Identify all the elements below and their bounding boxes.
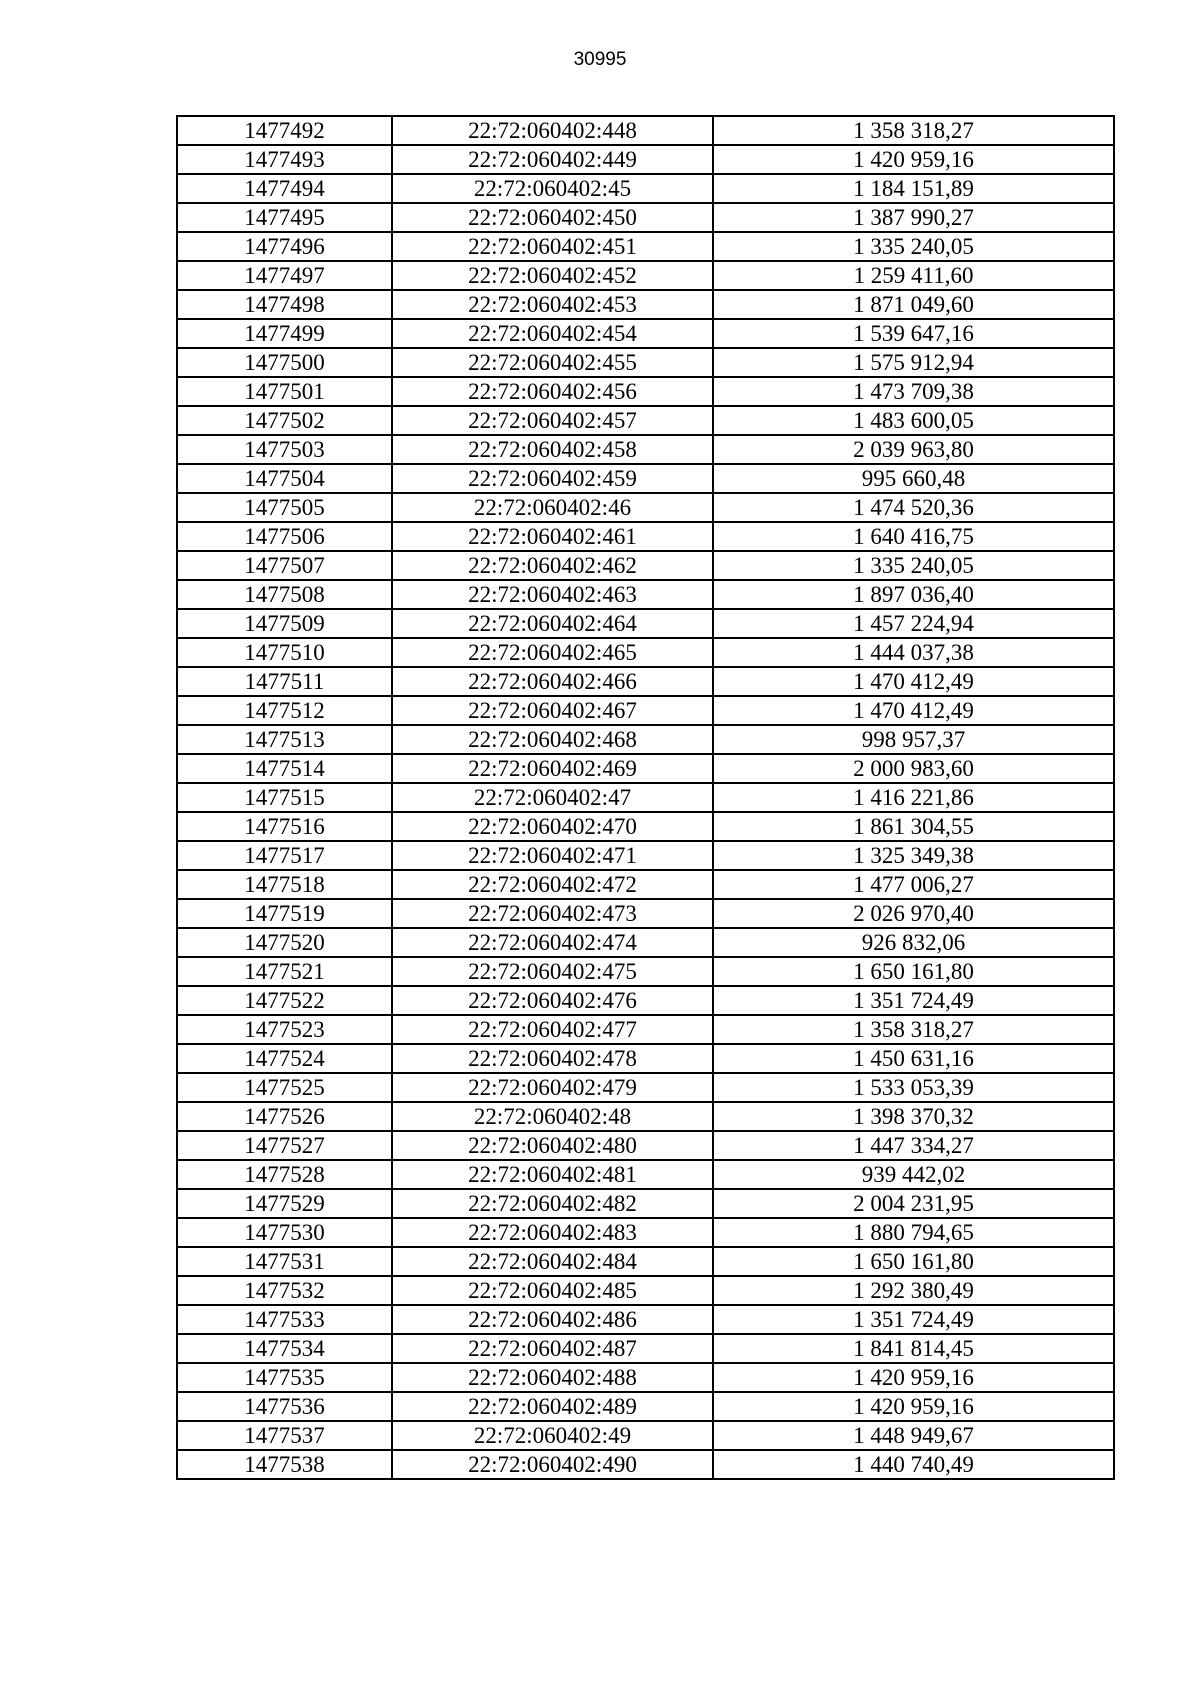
cadastral-value-cell: 1 420 959,16 bbox=[713, 1392, 1114, 1421]
row-number-cell: 1477519 bbox=[177, 899, 392, 928]
table-row bbox=[177, 1015, 1114, 1044]
cadastral-number-cell: 22:72:060402:481 bbox=[392, 1160, 713, 1189]
cadastral-value-cell: 1 539 647,16 bbox=[713, 319, 1114, 348]
cadastral-number-cell: 22:72:060402:478 bbox=[392, 1044, 713, 1073]
cadastral-number-cell: 22:72:060402:47 bbox=[392, 783, 713, 812]
cadastral-value-cell: 1 420 959,16 bbox=[713, 1363, 1114, 1392]
cadastral-value-cell: 1 473 709,38 bbox=[713, 377, 1114, 406]
cadastral-number-cell: 22:72:060402:473 bbox=[392, 899, 713, 928]
cadastral-number-cell: 22:72:060402:483 bbox=[392, 1218, 713, 1247]
table-row bbox=[177, 667, 1114, 696]
table-row bbox=[177, 406, 1114, 435]
row-number-cell: 1477530 bbox=[177, 1218, 392, 1247]
cadastral-value-cell: 1 351 724,49 bbox=[713, 1305, 1114, 1334]
cadastral-value-cell: 1 640 416,75 bbox=[713, 522, 1114, 551]
table-row bbox=[177, 1276, 1114, 1305]
table-row bbox=[177, 174, 1114, 203]
table-row bbox=[177, 1102, 1114, 1131]
cadastral-number-cell: 22:72:060402:484 bbox=[392, 1247, 713, 1276]
table-row bbox=[177, 203, 1114, 232]
cadastral-value-cell: 1 483 600,05 bbox=[713, 406, 1114, 435]
table-row bbox=[177, 1421, 1114, 1450]
table-row bbox=[177, 957, 1114, 986]
row-number-cell: 1477538 bbox=[177, 1450, 392, 1479]
row-number-cell: 1477498 bbox=[177, 290, 392, 319]
row-number-cell: 1477496 bbox=[177, 232, 392, 261]
table-row bbox=[177, 580, 1114, 609]
row-number-cell: 1477518 bbox=[177, 870, 392, 899]
cadastral-value-cell: 1 292 380,49 bbox=[713, 1276, 1114, 1305]
cadastral-number-cell: 22:72:060402:461 bbox=[392, 522, 713, 551]
table-row bbox=[177, 638, 1114, 667]
cadastral-value-cell: 1 871 049,60 bbox=[713, 290, 1114, 319]
table-row bbox=[177, 348, 1114, 377]
cadastral-number-cell: 22:72:060402:453 bbox=[392, 290, 713, 319]
cadastral-number-cell: 22:72:060402:46 bbox=[392, 493, 713, 522]
cadastral-value-cell: 1 398 370,32 bbox=[713, 1102, 1114, 1131]
cadastral-value-cell: 1 457 224,94 bbox=[713, 609, 1114, 638]
row-number-cell: 1477521 bbox=[177, 957, 392, 986]
table-row bbox=[177, 1044, 1114, 1073]
cadastral-value-cell: 1 861 304,55 bbox=[713, 812, 1114, 841]
cadastral-number-cell: 22:72:060402:450 bbox=[392, 203, 713, 232]
row-number-cell: 1477500 bbox=[177, 348, 392, 377]
cadastral-value-cell: 1 470 412,49 bbox=[713, 667, 1114, 696]
cadastral-value-cell: 2 004 231,95 bbox=[713, 1189, 1114, 1218]
cadastral-value-cell: 2 000 983,60 bbox=[713, 754, 1114, 783]
cadastral-number-cell: 22:72:060402:487 bbox=[392, 1334, 713, 1363]
cadastral-number-cell: 22:72:060402:452 bbox=[392, 261, 713, 290]
table-row bbox=[177, 145, 1114, 174]
cadastral-value-cell: 1 448 949,67 bbox=[713, 1421, 1114, 1450]
row-number-cell: 1477506 bbox=[177, 522, 392, 551]
row-number-cell: 1477512 bbox=[177, 696, 392, 725]
row-number-cell: 1477533 bbox=[177, 1305, 392, 1334]
row-number-cell: 1477492 bbox=[177, 116, 392, 145]
row-number-cell: 1477515 bbox=[177, 783, 392, 812]
cadastral-value-cell: 1 650 161,80 bbox=[713, 957, 1114, 986]
row-number-cell: 1477502 bbox=[177, 406, 392, 435]
cadastral-number-cell: 22:72:060402:479 bbox=[392, 1073, 713, 1102]
cadastral-number-cell: 22:72:060402:454 bbox=[392, 319, 713, 348]
row-number-cell: 1477508 bbox=[177, 580, 392, 609]
cadastral-value-cell: 1 444 037,38 bbox=[713, 638, 1114, 667]
cadastral-number-cell: 22:72:060402:458 bbox=[392, 435, 713, 464]
cadastral-number-cell: 22:72:060402:467 bbox=[392, 696, 713, 725]
cadastral-value-cell: 1 259 411,60 bbox=[713, 261, 1114, 290]
row-number-cell: 1477516 bbox=[177, 812, 392, 841]
cadastral-number-cell: 22:72:060402:451 bbox=[392, 232, 713, 261]
table-row bbox=[177, 319, 1114, 348]
table-row bbox=[177, 261, 1114, 290]
row-number-cell: 1477507 bbox=[177, 551, 392, 580]
cadastral-value-cell: 2 026 970,40 bbox=[713, 899, 1114, 928]
cadastral-value-cell: 998 957,37 bbox=[713, 725, 1114, 754]
cadastral-number-cell: 22:72:060402:457 bbox=[392, 406, 713, 435]
cadastral-number-cell: 22:72:060402:455 bbox=[392, 348, 713, 377]
cadastral-value-cell: 2 039 963,80 bbox=[713, 435, 1114, 464]
cadastral-number-cell: 22:72:060402:464 bbox=[392, 609, 713, 638]
cadastral-number-cell: 22:72:060402:448 bbox=[392, 116, 713, 145]
cadastral-number-cell: 22:72:060402:477 bbox=[392, 1015, 713, 1044]
table-row bbox=[177, 493, 1114, 522]
cadastral-number-cell: 22:72:060402:465 bbox=[392, 638, 713, 667]
cadastral-value-cell: 1 533 053,39 bbox=[713, 1073, 1114, 1102]
row-number-cell: 1477517 bbox=[177, 841, 392, 870]
cadastral-number-cell: 22:72:060402:459 bbox=[392, 464, 713, 493]
cadastral-value-cell: 1 387 990,27 bbox=[713, 203, 1114, 232]
row-number-cell: 1477504 bbox=[177, 464, 392, 493]
cadastral-value-table bbox=[176, 115, 1115, 1480]
table-row bbox=[177, 232, 1114, 261]
table-row bbox=[177, 1073, 1114, 1102]
cadastral-number-cell: 22:72:060402:488 bbox=[392, 1363, 713, 1392]
table-row bbox=[177, 870, 1114, 899]
page-number: 30995 bbox=[573, 49, 627, 70]
table-row bbox=[177, 1160, 1114, 1189]
table-row bbox=[177, 522, 1114, 551]
row-number-cell: 1477528 bbox=[177, 1160, 392, 1189]
table-body bbox=[177, 116, 1114, 1479]
row-number-cell: 1477495 bbox=[177, 203, 392, 232]
cadastral-value-cell: 1 358 318,27 bbox=[713, 116, 1114, 145]
cadastral-number-cell: 22:72:060402:463 bbox=[392, 580, 713, 609]
row-number-cell: 1477494 bbox=[177, 174, 392, 203]
cadastral-value-cell: 1 474 520,36 bbox=[713, 493, 1114, 522]
cadastral-number-cell: 22:72:060402:485 bbox=[392, 1276, 713, 1305]
cadastral-number-cell: 22:72:060402:468 bbox=[392, 725, 713, 754]
cadastral-value-cell: 1 650 161,80 bbox=[713, 1247, 1114, 1276]
cadastral-number-cell: 22:72:060402:470 bbox=[392, 812, 713, 841]
row-number-cell: 1477501 bbox=[177, 377, 392, 406]
table-row bbox=[177, 928, 1114, 957]
table-row bbox=[177, 783, 1114, 812]
table-row bbox=[177, 899, 1114, 928]
table-row bbox=[177, 696, 1114, 725]
cadastral-value-cell: 1 325 349,38 bbox=[713, 841, 1114, 870]
table-row bbox=[177, 1189, 1114, 1218]
cadastral-value-cell: 1 351 724,49 bbox=[713, 986, 1114, 1015]
table-row bbox=[177, 1363, 1114, 1392]
cadastral-value-cell: 1 575 912,94 bbox=[713, 348, 1114, 377]
cadastral-number-cell: 22:72:060402:475 bbox=[392, 957, 713, 986]
cadastral-value-cell: 1 358 318,27 bbox=[713, 1015, 1114, 1044]
cadastral-number-cell: 22:72:060402:466 bbox=[392, 667, 713, 696]
row-number-cell: 1477523 bbox=[177, 1015, 392, 1044]
table-row bbox=[177, 116, 1114, 145]
table-row bbox=[177, 1247, 1114, 1276]
cadastral-number-cell: 22:72:060402:474 bbox=[392, 928, 713, 957]
cadastral-number-cell: 22:72:060402:449 bbox=[392, 145, 713, 174]
table-row bbox=[177, 812, 1114, 841]
cadastral-number-cell: 22:72:060402:469 bbox=[392, 754, 713, 783]
cadastral-value-cell: 995 660,48 bbox=[713, 464, 1114, 493]
table-row bbox=[177, 377, 1114, 406]
cadastral-value-cell: 1 440 740,49 bbox=[713, 1450, 1114, 1479]
row-number-cell: 1477513 bbox=[177, 725, 392, 754]
table-row bbox=[177, 435, 1114, 464]
table-row bbox=[177, 1334, 1114, 1363]
table-row bbox=[177, 725, 1114, 754]
row-number-cell: 1477499 bbox=[177, 319, 392, 348]
cadastral-number-cell: 22:72:060402:489 bbox=[392, 1392, 713, 1421]
cadastral-number-cell: 22:72:060402:471 bbox=[392, 841, 713, 870]
row-number-cell: 1477497 bbox=[177, 261, 392, 290]
row-number-cell: 1477505 bbox=[177, 493, 392, 522]
cadastral-number-cell: 22:72:060402:490 bbox=[392, 1450, 713, 1479]
row-number-cell: 1477534 bbox=[177, 1334, 392, 1363]
cadastral-value-cell: 1 420 959,16 bbox=[713, 145, 1114, 174]
row-number-cell: 1477503 bbox=[177, 435, 392, 464]
cadastral-number-cell: 22:72:060402:456 bbox=[392, 377, 713, 406]
row-number-cell: 1477511 bbox=[177, 667, 392, 696]
row-number-cell: 1477520 bbox=[177, 928, 392, 957]
cadastral-number-cell: 22:72:060402:472 bbox=[392, 870, 713, 899]
cadastral-value-cell: 1 477 006,27 bbox=[713, 870, 1114, 899]
cadastral-value-cell: 1 450 631,16 bbox=[713, 1044, 1114, 1073]
table-row bbox=[177, 1392, 1114, 1421]
table-row bbox=[177, 1218, 1114, 1247]
row-number-cell: 1477526 bbox=[177, 1102, 392, 1131]
cadastral-number-cell: 22:72:060402:49 bbox=[392, 1421, 713, 1450]
row-number-cell: 1477524 bbox=[177, 1044, 392, 1073]
row-number-cell: 1477522 bbox=[177, 986, 392, 1015]
cadastral-number-cell: 22:72:060402:482 bbox=[392, 1189, 713, 1218]
cadastral-value-cell: 1 335 240,05 bbox=[713, 551, 1114, 580]
cadastral-value-cell: 1 335 240,05 bbox=[713, 232, 1114, 261]
cadastral-value-cell: 1 470 412,49 bbox=[713, 696, 1114, 725]
row-number-cell: 1477493 bbox=[177, 145, 392, 174]
table-row bbox=[177, 986, 1114, 1015]
row-number-cell: 1477535 bbox=[177, 1363, 392, 1392]
cadastral-value-cell: 1 416 221,86 bbox=[713, 783, 1114, 812]
cadastral-value-cell: 939 442,02 bbox=[713, 1160, 1114, 1189]
row-number-cell: 1477536 bbox=[177, 1392, 392, 1421]
table-row bbox=[177, 841, 1114, 870]
cadastral-value-cell: 1 447 334,27 bbox=[713, 1131, 1114, 1160]
table-row bbox=[177, 1450, 1114, 1479]
row-number-cell: 1477531 bbox=[177, 1247, 392, 1276]
cadastral-value-cell: 1 897 036,40 bbox=[713, 580, 1114, 609]
row-number-cell: 1477532 bbox=[177, 1276, 392, 1305]
cadastral-number-cell: 22:72:060402:48 bbox=[392, 1102, 713, 1131]
table-row bbox=[177, 1305, 1114, 1334]
cadastral-number-cell: 22:72:060402:462 bbox=[392, 551, 713, 580]
table-row bbox=[177, 551, 1114, 580]
cadastral-number-cell: 22:72:060402:480 bbox=[392, 1131, 713, 1160]
table-row bbox=[177, 609, 1114, 638]
row-number-cell: 1477514 bbox=[177, 754, 392, 783]
table-row bbox=[177, 464, 1114, 493]
cadastral-number-cell: 22:72:060402:45 bbox=[392, 174, 713, 203]
cadastral-number-cell: 22:72:060402:486 bbox=[392, 1305, 713, 1334]
row-number-cell: 1477525 bbox=[177, 1073, 392, 1102]
row-number-cell: 1477509 bbox=[177, 609, 392, 638]
table-row bbox=[177, 754, 1114, 783]
cadastral-value-cell: 926 832,06 bbox=[713, 928, 1114, 957]
row-number-cell: 1477527 bbox=[177, 1131, 392, 1160]
cadastral-number-cell: 22:72:060402:476 bbox=[392, 986, 713, 1015]
cadastral-value-cell: 1 184 151,89 bbox=[713, 174, 1114, 203]
table-row bbox=[177, 1131, 1114, 1160]
row-number-cell: 1477510 bbox=[177, 638, 392, 667]
table-row bbox=[177, 290, 1114, 319]
cadastral-value-cell: 1 841 814,45 bbox=[713, 1334, 1114, 1363]
row-number-cell: 1477537 bbox=[177, 1421, 392, 1450]
row-number-cell: 1477529 bbox=[177, 1189, 392, 1218]
cadastral-value-cell: 1 880 794,65 bbox=[713, 1218, 1114, 1247]
